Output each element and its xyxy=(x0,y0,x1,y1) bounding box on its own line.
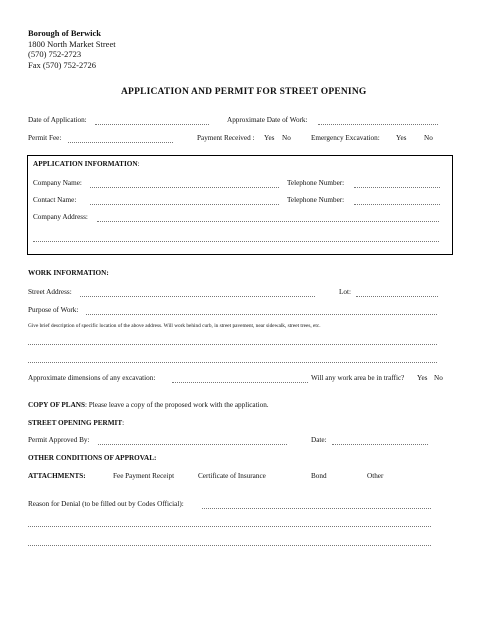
payment-yes-option[interactable]: Yes xyxy=(264,134,275,142)
traffic-yes-option[interactable]: Yes xyxy=(417,374,428,382)
street-opening-permit-heading: STREET OPENING PERMIT: xyxy=(28,419,125,427)
permit-approved-by-label: Permit Approved By: xyxy=(28,436,90,444)
excavation-dimensions-label: Approximate dimensions of any excavation: xyxy=(28,374,156,382)
reason-for-denial-line-3[interactable] xyxy=(28,545,431,546)
company-address-label: Company Address: xyxy=(33,213,88,221)
contact-name-field[interactable] xyxy=(90,204,279,205)
page-title: APPLICATION AND PERMIT FOR STREET OPENING xyxy=(121,87,367,97)
work-information-heading: WORK INFORMATION: xyxy=(28,269,109,277)
permit-fee-label: Permit Fee: xyxy=(28,134,62,142)
date-of-application-label: Date of Application: xyxy=(28,116,87,124)
street-address-label: Street Address: xyxy=(28,288,72,296)
telephone-number-1-field[interactable] xyxy=(354,187,440,188)
contact-name-label: Contact Name: xyxy=(33,196,77,204)
emergency-yes-option[interactable]: Yes xyxy=(396,134,407,142)
permit-date-label: Date: xyxy=(311,436,327,444)
attachment-fee-payment-receipt[interactable]: Fee Payment Receipt xyxy=(113,472,175,480)
permit-fee-field[interactable] xyxy=(68,142,173,143)
telephone-number-1-label: Telephone Number: xyxy=(287,179,345,187)
location-instructions: Give brief description of specific location of the above address. Will work behind curb, in street pavement, near sidewalk, street trees, etc. xyxy=(28,323,321,329)
reason-for-denial-line-2[interactable] xyxy=(28,526,431,527)
org-fax: Fax (570) 752-2726 xyxy=(28,59,96,70)
street-address-field[interactable] xyxy=(80,296,315,297)
emergency-excavation-label: Emergency Excavation: xyxy=(311,134,380,142)
approx-date-of-work-label: Approximate Date of Work: xyxy=(227,116,308,124)
description-line-2[interactable] xyxy=(28,362,437,363)
company-name-label: Company Name: xyxy=(33,179,82,187)
org-address: 1800 North Market Street xyxy=(28,38,116,49)
other-conditions-heading: OTHER CONDITIONS OF APPROVAL: xyxy=(28,454,157,462)
attachment-bond[interactable]: Bond xyxy=(311,472,327,480)
payment-received-label: Payment Received : xyxy=(197,134,255,142)
org-phone: (570) 752-2723 xyxy=(28,49,82,59)
payment-no-option[interactable]: No xyxy=(282,134,291,142)
approx-date-of-work-field[interactable] xyxy=(318,124,438,125)
date-of-application-field[interactable] xyxy=(95,124,209,125)
lot-field[interactable] xyxy=(356,296,438,297)
reason-for-denial-label: Reason for Denial (to be filled out by Codes Official): xyxy=(28,500,184,508)
attachment-other[interactable]: Other xyxy=(367,472,384,480)
attachments-heading: ATTACHMENTS: xyxy=(28,472,86,480)
excavation-dimensions-field[interactable] xyxy=(172,382,308,383)
permit-approved-by-field[interactable] xyxy=(98,444,287,445)
attachment-certificate-of-insurance[interactable]: Certificate of Insurance xyxy=(198,472,266,480)
application-information-heading: APPLICATION INFORMATION: xyxy=(33,160,140,168)
company-name-field[interactable] xyxy=(90,187,279,188)
reason-for-denial-field[interactable] xyxy=(202,508,431,509)
application-information-box xyxy=(27,155,453,255)
telephone-number-2-label: Telephone Number: xyxy=(287,196,345,204)
letterhead xyxy=(28,28,116,70)
copy-of-plans-note: COPY OF PLANS: Please leave a copy of the proposed work with the application. xyxy=(28,401,269,409)
lot-label: Lot: xyxy=(339,288,351,296)
permit-date-field[interactable] xyxy=(332,444,428,445)
purpose-of-work-field[interactable] xyxy=(86,314,437,315)
company-address-field[interactable] xyxy=(97,221,439,222)
telephone-number-2-field[interactable] xyxy=(354,204,440,205)
traffic-no-option[interactable]: No xyxy=(434,374,443,382)
company-address-field-2[interactable] xyxy=(33,241,439,242)
emergency-no-option[interactable]: No xyxy=(424,134,433,142)
org-name: Borough of Berwick xyxy=(28,28,102,38)
traffic-question-label: Will any work area be in traffic? xyxy=(311,374,405,382)
description-line-1[interactable] xyxy=(28,344,437,345)
purpose-of-work-label: Purpose of Work: xyxy=(28,306,79,314)
